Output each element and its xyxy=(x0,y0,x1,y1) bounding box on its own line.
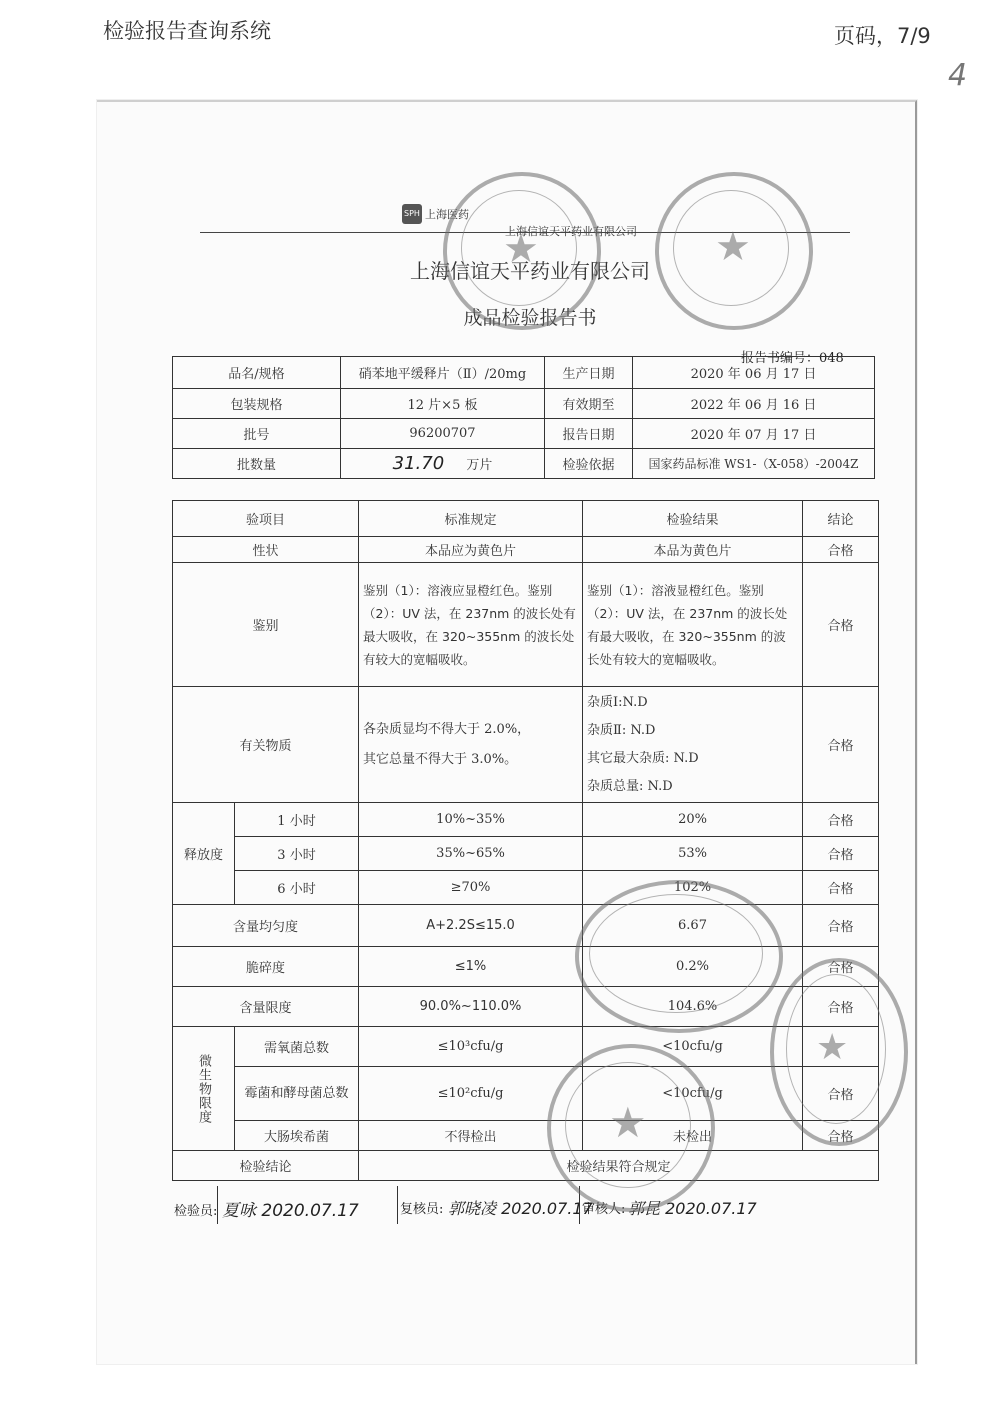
row-standard: ≤10³cfu/g xyxy=(359,1027,583,1067)
table-row xyxy=(173,837,879,871)
header-conclusion: 结论 xyxy=(803,501,879,537)
release-time: 3 小时 xyxy=(235,837,359,871)
table-row xyxy=(173,803,879,837)
sig-divider xyxy=(217,1186,218,1224)
product-info-table xyxy=(172,356,875,479)
table-row xyxy=(173,537,879,563)
quality-control-stamp xyxy=(575,880,783,1033)
info-value2: 2020 年 06 月 17 日 xyxy=(633,357,875,389)
letterhead-small-company: 上海信谊天平药业有限公司 xyxy=(505,225,637,238)
reviewer-label: 复核员: xyxy=(400,1202,444,1217)
corner-mark: 4 xyxy=(948,58,968,93)
quality-dept-stamp xyxy=(443,172,601,330)
info-label: 包装规格 xyxy=(173,389,341,419)
document-title: 成品检验报告书 xyxy=(463,307,597,329)
page-header-title: 检验报告查询系统 xyxy=(103,19,271,43)
auditor-label: 审核人: xyxy=(582,1202,626,1217)
row-item: 鉴别 xyxy=(173,563,359,687)
header-result: 检验结果 xyxy=(583,501,803,537)
row-standard: 不得检出 xyxy=(359,1121,583,1151)
info-label2: 生产日期 xyxy=(545,357,633,389)
row-item: 脆碎度 xyxy=(173,947,359,987)
row-standard: 35%~65% xyxy=(359,837,583,871)
release-time: 6 小时 xyxy=(235,871,359,905)
company-name: 上海信谊天平药业有限公司 xyxy=(410,259,650,283)
result-line: 杂质Ⅰ:N.D xyxy=(587,694,648,710)
row-conclusion: 合格 xyxy=(803,1121,879,1151)
inspector-label: 检验员: xyxy=(174,1204,218,1219)
info-label: 批数量 xyxy=(173,449,341,479)
info-value: 12 片×5 板 xyxy=(341,389,545,419)
star-icon: ★ xyxy=(715,224,751,270)
result-line: 杂质总量: N.D xyxy=(587,778,673,794)
company-logo-icon: SPH xyxy=(402,204,422,224)
result-line: 其它最大杂质: N.D xyxy=(587,750,699,766)
row-item: 含量均匀度 xyxy=(173,905,359,947)
info-value: 硝苯地平缓释片（Ⅱ）/20mg xyxy=(341,357,545,389)
release-label: 释放度 xyxy=(173,803,235,905)
info-row xyxy=(173,357,875,389)
report-number: 报告书编号：048 xyxy=(741,351,844,366)
signature-row xyxy=(172,1188,878,1232)
row-result: 104.6% xyxy=(583,987,803,1027)
row-conclusion: 合格 xyxy=(803,563,879,687)
info-label2: 有效期至 xyxy=(545,389,633,419)
row-standard: 本品应为黄色片 xyxy=(359,537,583,563)
info-value2: 国家药品标准 WS1-（X-058）-2004Z xyxy=(633,449,875,479)
micro-name: 需氧菌总数 xyxy=(235,1027,359,1067)
info-label2: 报告日期 xyxy=(545,419,633,449)
verdict-value: 检验结果符合规定 xyxy=(359,1151,879,1181)
company-seal-top-right xyxy=(655,172,813,330)
verdict-label: 检验结论 xyxy=(173,1151,359,1181)
standard-line: 各杂质显均不得大于 2.0%， xyxy=(363,721,531,737)
batch-quantity-unit: 万片 xyxy=(466,458,493,473)
row-standard: ≤10²cfu/g xyxy=(359,1067,583,1121)
row-conclusion: 合格 xyxy=(803,837,879,871)
info-label: 品名/规格 xyxy=(173,357,341,389)
row-conclusion: 合格 xyxy=(803,987,879,1027)
row-result: 未检出 xyxy=(583,1121,803,1151)
info-value2: 2020 年 07 月 17 日 xyxy=(633,419,875,449)
micro-label: 微生物限度 xyxy=(173,1027,235,1151)
table-row xyxy=(173,687,879,803)
row-standard: 90.0%~110.0% xyxy=(359,987,583,1027)
pharma-company-seal-right xyxy=(770,958,908,1146)
release-time: 1 小时 xyxy=(235,803,359,837)
standard-line: 其它总量不得大于 3.0%。 xyxy=(363,751,518,767)
results-header-row xyxy=(173,501,879,537)
row-result: 本品为黄色片 xyxy=(583,537,803,563)
row-result: 20% xyxy=(583,803,803,837)
info-row xyxy=(173,449,875,479)
sig-divider xyxy=(397,1186,398,1224)
row-conclusion: 合格 xyxy=(803,537,879,563)
reviewer-signature: 郭晓凌 2020.07.17 xyxy=(448,1199,593,1218)
row-standard: A+2.2S≤15.0 xyxy=(359,905,583,947)
row-standard xyxy=(359,687,583,803)
batch-quantity-cell xyxy=(341,449,545,479)
row-standard: ≤1% xyxy=(359,947,583,987)
row-standard: 鉴别（1）：溶液应显橙红色。鉴别（2）：UV 法，在 237nm 的波长处有最大吸收，在 320~355nm 的波长处有较大的宽幅吸收。 xyxy=(359,563,583,687)
row-item: 有关物质 xyxy=(173,687,359,803)
row-conclusion: 合格 xyxy=(803,687,879,803)
micro-name: 霉菌和酵母菌总数 xyxy=(235,1067,359,1121)
info-row xyxy=(173,389,875,419)
row-result: 102% xyxy=(583,871,803,905)
header-standard: 标准规定 xyxy=(359,501,583,537)
row-conclusion: 合格 xyxy=(803,1067,879,1121)
row-standard: 10%~35% xyxy=(359,803,583,837)
info-value2: 2022 年 06 月 16 日 xyxy=(633,389,875,419)
star-icon: ★ xyxy=(816,1027,849,1068)
inspector-signature: 夏咏 2020.07.17 xyxy=(222,1201,359,1221)
row-conclusion: 合格 xyxy=(803,947,879,987)
row-result: 6.67 xyxy=(583,905,803,947)
row-item: 性状 xyxy=(173,537,359,563)
batch-quantity-handwritten: 31.70 xyxy=(392,453,445,474)
row-result: 鉴别（1）：溶液显橙红色。鉴别（2）：UV 法，在 237nm 的波长处有最大吸收，在 320~355nm 的波长处有较大的宽幅吸收。 xyxy=(583,563,803,687)
row-result: 53% xyxy=(583,837,803,871)
medicine-company-seal xyxy=(547,1044,715,1212)
header-item: 验项目 xyxy=(173,501,359,537)
verdict-row xyxy=(173,1151,879,1181)
table-row xyxy=(173,871,879,905)
info-row xyxy=(173,419,875,449)
row-item: 含量限度 xyxy=(173,987,359,1027)
row-conclusion: 合格 xyxy=(803,803,879,837)
row-conclusion: 合格 xyxy=(803,871,879,905)
row-result: <10cfu/g xyxy=(583,1067,803,1121)
star-icon: ★ xyxy=(503,226,539,272)
row-result: <10cfu/g xyxy=(583,1027,803,1067)
result-line: 杂质Ⅱ: N.D xyxy=(587,722,656,738)
info-value: 96200707 xyxy=(341,419,545,449)
table-row xyxy=(173,987,879,1027)
row-result xyxy=(583,687,803,803)
group-logo-text: 上海医药 xyxy=(425,208,469,221)
row-conclusion: 合格 xyxy=(803,905,879,947)
star-icon: ★ xyxy=(609,1098,647,1147)
page-number: 页码，7/9 xyxy=(834,24,931,48)
info-label2: 检验依据 xyxy=(545,449,633,479)
micro-name: 大肠埃希菌 xyxy=(235,1121,359,1151)
info-label: 批号 xyxy=(173,419,341,449)
table-row xyxy=(173,563,879,687)
auditor-signature: 郭昆 2020.07.17 xyxy=(628,1199,757,1218)
row-standard: ≥70% xyxy=(359,871,583,905)
row-result: 0.2% xyxy=(583,947,803,987)
table-row xyxy=(173,1121,879,1151)
